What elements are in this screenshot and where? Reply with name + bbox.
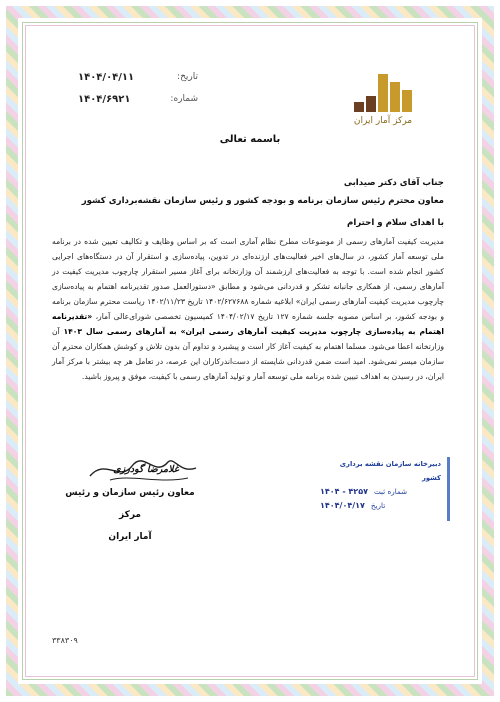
stamp-date-label: تاریخ [370, 501, 386, 510]
letter-heading: باسمه تعالی [219, 134, 281, 145]
body-bold-award: «تقدیرنامه اهتمام به پیاده‌سازی چارچوب مدیریت کیفیت آمارهای رسمی ایران» به آمارهای رسمی سال ۱۴۰۳ [52, 312, 444, 336]
stamp-reg-label: شماره ثبت [373, 487, 408, 496]
number-row [78, 88, 198, 110]
recipient-title: معاون محترم رئیس سازمان برنامه و بودجه کشور و رئیس سازمان نقشه‌برداری کشور [81, 196, 444, 206]
registry-stamp [320, 457, 450, 521]
logo-caption: مرکز آمار ایران [353, 116, 413, 126]
stamp-date-row [320, 499, 441, 513]
recipient-block [44, 174, 444, 210]
letter-body [52, 234, 444, 384]
stamp-date-value: ۱۴۰۴/۰۴/۱۷ [320, 501, 365, 510]
date-label: تاریخ: [177, 72, 198, 82]
greeting: با اهدای سلام و احترام [347, 218, 444, 228]
signer-title-line2: آمار ایران [108, 532, 152, 542]
footer-code: ۳۳۸۳۰۹ [52, 636, 78, 645]
stamp-title: دبیرخانه سازمان نقشه برداری کشور [339, 460, 441, 482]
letter-meta [78, 66, 198, 110]
date-value: ۱۴۰۴/۰۴/۱۱ [78, 71, 135, 83]
stamp-reg-value: ۴۲۵۷ - ۱۴۰۴ [320, 487, 368, 496]
number-label: شماره: [170, 94, 198, 104]
signer-title-block [60, 482, 200, 548]
signer-name: غلامرضا گودرزی [113, 464, 179, 475]
date-row [78, 66, 198, 88]
signer-title-line1: معاون رئیس سازمان و رئیس مرکز [65, 488, 195, 520]
recipient-name: جناب آقای دکتر صیدابی [343, 178, 444, 188]
body-paragraph-1: مدیریت کیفیت آمارهای رسمی از موضوعات مطرح نظام آماری است که بر اساس وظایف و تکالیف تعیین شده در برنامه ملی توسعه آمار کشور، در سال‌های اخیر فعالیت‌های ارزنده‌ای در تدوین، پیاده‌سازی و استقرار آن در دستگاه‌های اجرایی کشور انجام شده است. با توجه به فعالیت‌های ارزشمند آن وزارتخانه برای آغاز مسیر استقرار چارچوب مدیریت کیفیت در آمارهای رسمی، از همکاری جانبانه تشکر و قدردانی می‌شود و مطابق «دستورالعمل صدور تقدیرنامه اهتمام به پیاده‌سازی چارچوب مدیریت کیفیت آمارهای رسمی ایران» ابلاغیه شماره ۱۴۰۲/۶۲۷۶۸۸ تاریخ ۱۴۰۲/۱۱/۲۳ ریاست محترم سازمان برنامه و بودجه کشور، بر اساس مصوبه جلسه شماره ۱۲۷ تاریخ ۱۴۰۴/۰۲/۱۷ کمیسیون تخصصی شورای‌عالی آمار، [52, 237, 445, 321]
stamp-reg-row [320, 485, 441, 499]
body-paragraph-2: آن وزارتخانه اعطا می‌شود. مسلما اهتمام به کیفیت آغاز کار است و پیشبرد و تداوم آن بدون تلاش و کوشش همکاران محترم آن سازمان میسر نمی‌شود. امید است ضمن قدردانی شایسته از دست‌اندرکاران این عرصه، در تعامل هر چه بیشتر با مرکز آمار ایران، در رسیدن به اهداف تبیین شده برنامه ملی توسعه آمار و تولید آمارهای رسمی با کیفیت، موفق و پیروز باشید. [52, 327, 444, 381]
number-value: ۱۴۰۴/۶۹۲۱ [78, 93, 131, 105]
